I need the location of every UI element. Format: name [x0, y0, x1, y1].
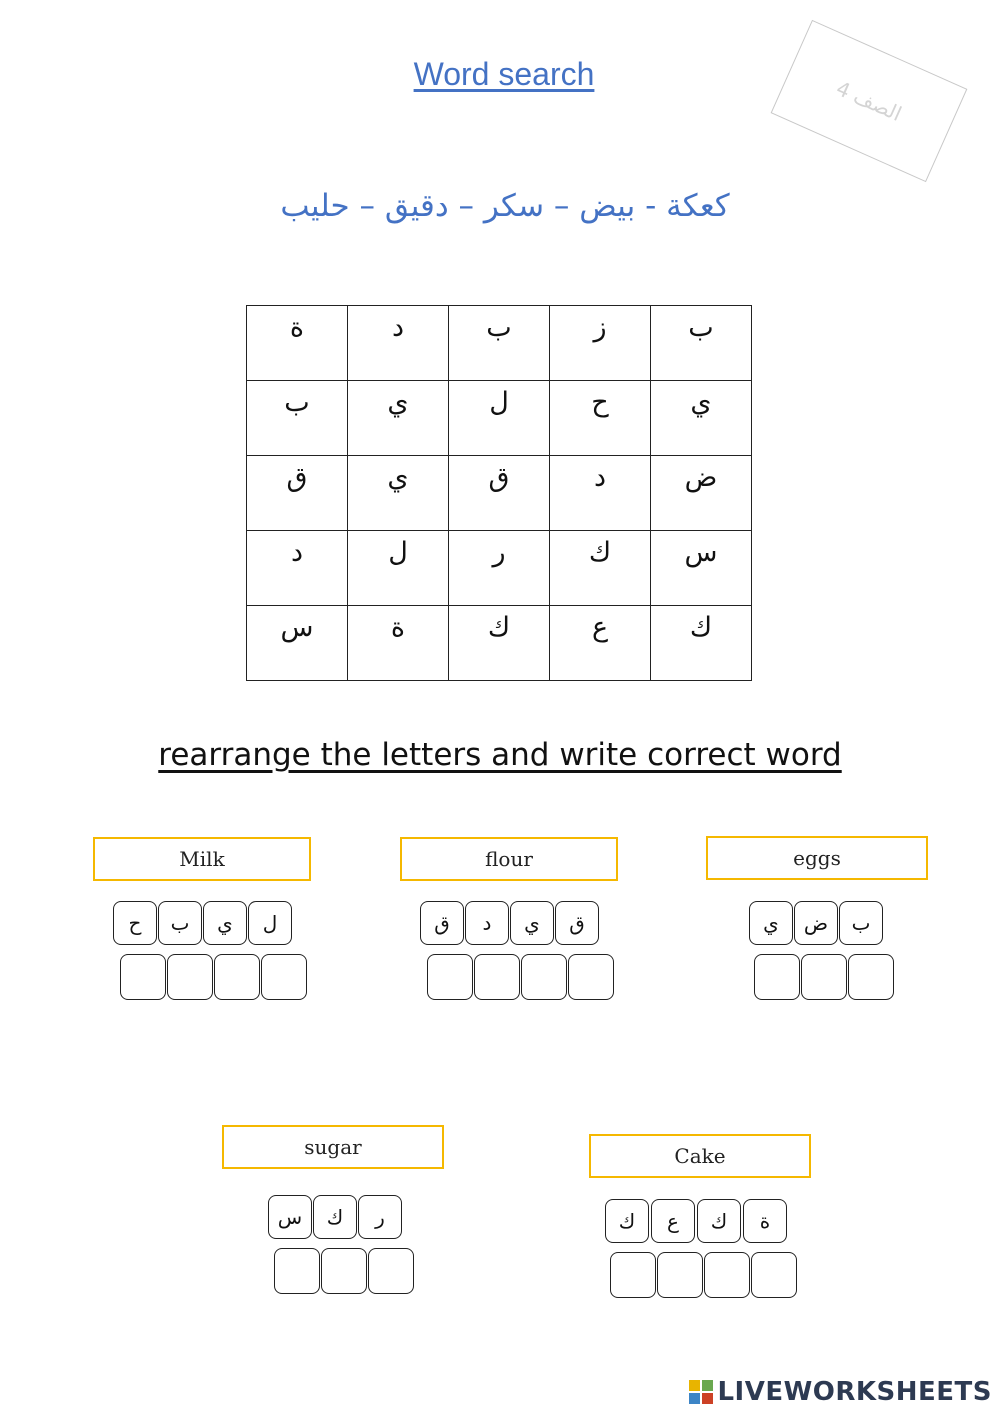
letter-tile[interactable]: س: [268, 1195, 312, 1239]
grid-cell[interactable]: ي: [348, 456, 449, 531]
answer-slot[interactable]: [754, 954, 800, 1000]
letter-tile[interactable]: ي: [749, 901, 793, 945]
grid-row: [247, 456, 752, 531]
grid-cell[interactable]: د: [550, 456, 651, 531]
brand-name: LIVEWORKSHEETS: [717, 1377, 992, 1407]
grid-row: [247, 306, 752, 381]
grid-cell[interactable]: ل: [348, 531, 449, 606]
grid-cell[interactable]: ب: [651, 306, 752, 381]
grid-cell[interactable]: س: [651, 531, 752, 606]
answer-slots-eggs: [754, 954, 894, 1000]
answer-slot[interactable]: [657, 1252, 703, 1298]
answer-slot[interactable]: [261, 954, 307, 1000]
exercise-label-sugar: sugar: [222, 1125, 444, 1169]
page-title: Word search: [413, 56, 595, 92]
logo-square: [689, 1380, 700, 1391]
letter-tiles-flour: [420, 901, 599, 945]
liveworksheets-brand: [689, 1377, 992, 1407]
letter-tile[interactable]: ب: [839, 901, 883, 945]
grid-cell[interactable]: ق: [247, 456, 348, 531]
letter-tile[interactable]: ي: [203, 901, 247, 945]
grid-cell[interactable]: ز: [550, 306, 651, 381]
letter-tile[interactable]: ل: [248, 901, 292, 945]
letter-tiles-milk: [113, 901, 292, 945]
letter-tile[interactable]: ب: [158, 901, 202, 945]
word-list: كعكة - بيض – سكر – دقيق – حليب: [280, 188, 730, 224]
exercise-label-flour: flour: [400, 837, 618, 881]
answer-slot[interactable]: [704, 1252, 750, 1298]
answer-slot[interactable]: [274, 1248, 320, 1294]
letter-tile[interactable]: ك: [605, 1199, 649, 1243]
answer-slot[interactable]: [751, 1252, 797, 1298]
letter-tile[interactable]: ض: [794, 901, 838, 945]
grid-cell[interactable]: ب: [247, 381, 348, 456]
exercise-label-cake: Cake: [589, 1134, 811, 1178]
answer-slot[interactable]: [120, 954, 166, 1000]
grid-cell[interactable]: ض: [651, 456, 752, 531]
instruction-heading: rearrange the letters and write correct word: [158, 737, 842, 773]
answer-slot[interactable]: [368, 1248, 414, 1294]
answer-slots-sugar: [274, 1248, 414, 1294]
letter-tile[interactable]: ع: [651, 1199, 695, 1243]
grid-cell[interactable]: ة: [247, 306, 348, 381]
letter-tiles-sugar: [268, 1195, 402, 1239]
letter-tile[interactable]: ك: [313, 1195, 357, 1239]
letter-tile[interactable]: ك: [697, 1199, 741, 1243]
answer-slots-cake: [610, 1252, 797, 1298]
grid-cell[interactable]: ي: [348, 381, 449, 456]
exercise-label-eggs: eggs: [706, 836, 928, 880]
grid-cell[interactable]: د: [247, 531, 348, 606]
answer-slot[interactable]: [568, 954, 614, 1000]
grid-cell[interactable]: ح: [550, 381, 651, 456]
answer-slot[interactable]: [848, 954, 894, 1000]
answer-slot[interactable]: [801, 954, 847, 1000]
answer-slots-flour: [427, 954, 614, 1000]
answer-slot[interactable]: [474, 954, 520, 1000]
grid-cell[interactable]: ك: [449, 606, 550, 681]
liveworksheets-logo-icon: [689, 1380, 713, 1404]
answer-slot[interactable]: [321, 1248, 367, 1294]
logo-square: [689, 1393, 700, 1404]
grid-row: [247, 381, 752, 456]
answer-slot[interactable]: [521, 954, 567, 1000]
grid-cell[interactable]: ق: [449, 456, 550, 531]
answer-slot[interactable]: [167, 954, 213, 1000]
letter-tiles-eggs: [749, 901, 883, 945]
grid-cell[interactable]: ك: [550, 531, 651, 606]
grid-cell[interactable]: ة: [348, 606, 449, 681]
grid-cell[interactable]: ي: [651, 381, 752, 456]
logo-square: [702, 1380, 713, 1391]
exercise-label-milk: Milk: [93, 837, 311, 881]
grade-stamp: [771, 20, 968, 182]
answer-slot[interactable]: [214, 954, 260, 1000]
grid-cell[interactable]: س: [247, 606, 348, 681]
letter-tile[interactable]: د: [465, 901, 509, 945]
letter-tile[interactable]: ي: [510, 901, 554, 945]
grid-cell[interactable]: ك: [651, 606, 752, 681]
grid-cell[interactable]: ع: [550, 606, 651, 681]
grid-cell[interactable]: ر: [449, 531, 550, 606]
grid-cell[interactable]: ل: [449, 381, 550, 456]
grid-row: [247, 606, 752, 681]
letter-tile[interactable]: ق: [420, 901, 464, 945]
answer-slots-milk: [120, 954, 307, 1000]
answer-slot[interactable]: [427, 954, 473, 1000]
grid-cell[interactable]: ب: [449, 306, 550, 381]
letter-tile[interactable]: ح: [113, 901, 157, 945]
logo-square: [702, 1393, 713, 1404]
answer-slot[interactable]: [610, 1252, 656, 1298]
letter-tile[interactable]: ة: [743, 1199, 787, 1243]
grid-cell[interactable]: د: [348, 306, 449, 381]
word-search-grid: [246, 305, 752, 681]
letter-tile[interactable]: ر: [358, 1195, 402, 1239]
letter-tiles-cake: [605, 1199, 787, 1243]
grid-row: [247, 531, 752, 606]
letter-tile[interactable]: ق: [555, 901, 599, 945]
grade-stamp-text: الصف 4: [832, 76, 906, 126]
